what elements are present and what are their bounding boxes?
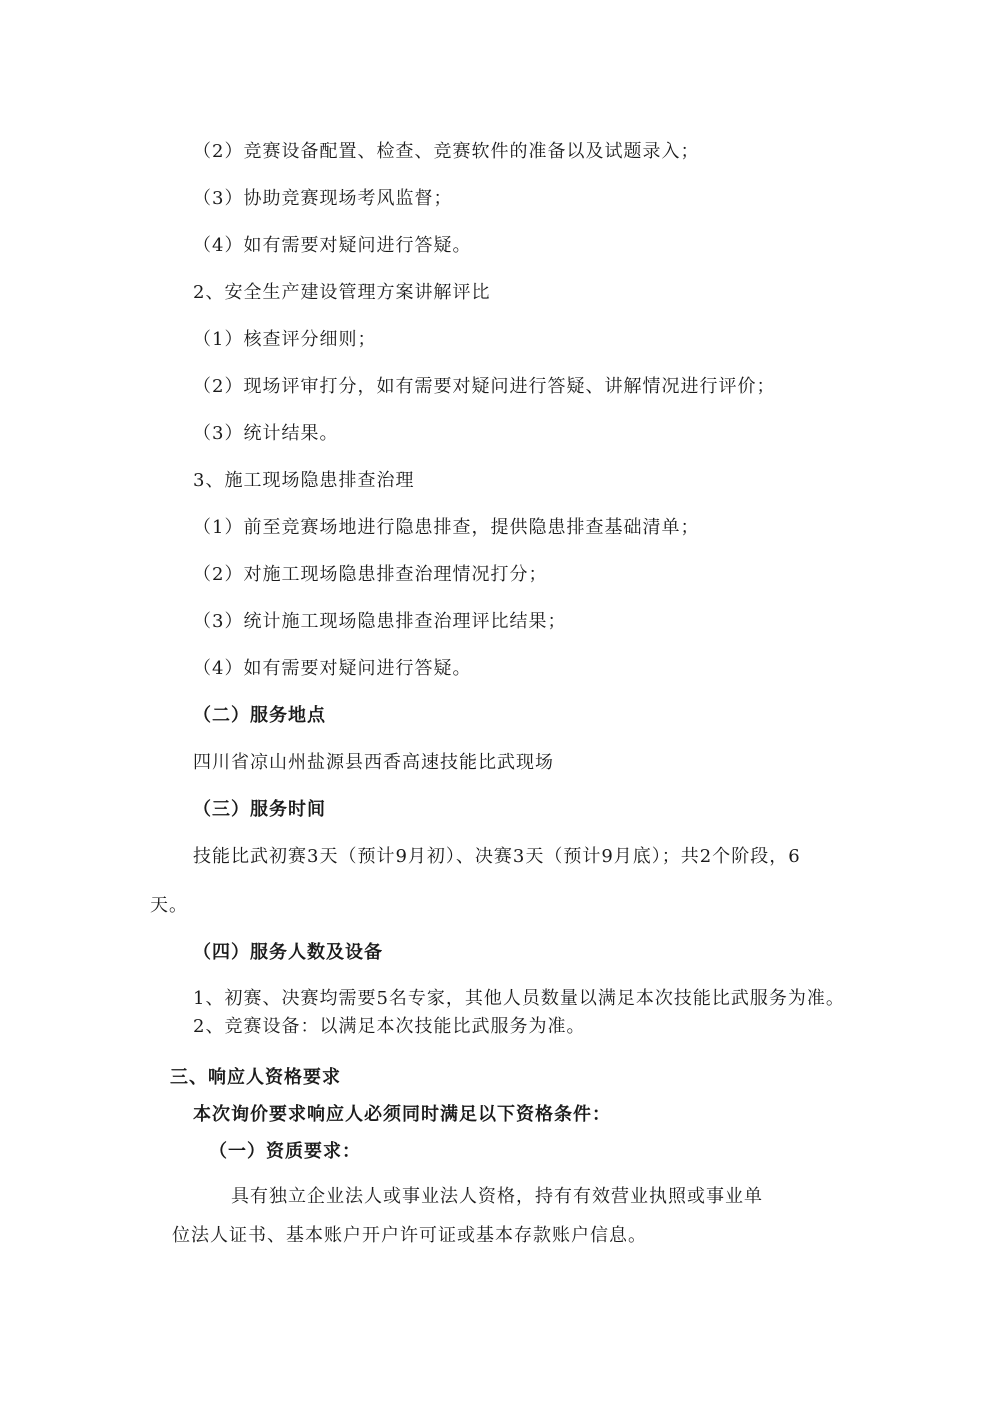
text-line-bold: 本次询价要求响应人必须同时满足以下资格条件： [193, 1104, 611, 1125]
text-line: 1、初赛、决赛均需要5名专家，其他人员数量以满足本次技能比武服务为准。 [193, 988, 845, 1009]
text-line: （1）前至竞赛场地进行隐患排查，提供隐患排查基础清单； [193, 517, 700, 538]
text-line: （2）对施工现场隐患排查治理情况打分； [193, 564, 548, 585]
text-line: 3、施工现场隐患排查治理 [193, 470, 415, 491]
text-line: 四川省凉山州盐源县西香高速技能比武现场 [193, 752, 554, 773]
text-line: （2）现场评审打分，如有需要对疑问进行答疑、讲解情况进行评价； [193, 376, 776, 397]
text-line: （3）统计施工现场隐患排查治理评比结果； [193, 611, 567, 632]
section-heading: （三）服务时间 [193, 799, 326, 820]
text-line: （4）如有需要对疑问进行答疑。 [193, 658, 472, 679]
text-line: （2）竞赛设备配置、检查、竞赛软件的准备以及试题录入； [193, 141, 700, 162]
text-line: （3）统计结果。 [193, 423, 339, 444]
text-line: （4）如有需要对疑问进行答疑。 [193, 235, 472, 256]
section-heading: （四）服务人数及设备 [193, 942, 383, 963]
text-line: 位法人证书、基本账户开户许可证或基本存款账户信息。 [172, 1225, 647, 1246]
text-line: 天。 [150, 895, 188, 916]
text-line: 2、竞赛设备：以满足本次技能比武服务为准。 [193, 1016, 586, 1037]
section-heading: （二）服务地点 [193, 705, 326, 726]
chapter-heading: 三、响应人资格要求 [170, 1067, 341, 1088]
text-line: （1）核查评分细则； [193, 329, 377, 350]
text-line: 2、安全生产建设管理方案讲解评比 [193, 282, 491, 303]
section-heading: （一）资质要求： [209, 1141, 361, 1162]
text-line: 技能比武初赛3天（预计9月初）、决赛3天（预计9月底）；共2个阶段，6 [193, 846, 801, 867]
text-line: （3）协助竞赛现场考风监督； [193, 188, 453, 209]
text-line: 具有独立企业法人或事业法人资格，持有有效营业执照或事业单 [231, 1186, 763, 1207]
